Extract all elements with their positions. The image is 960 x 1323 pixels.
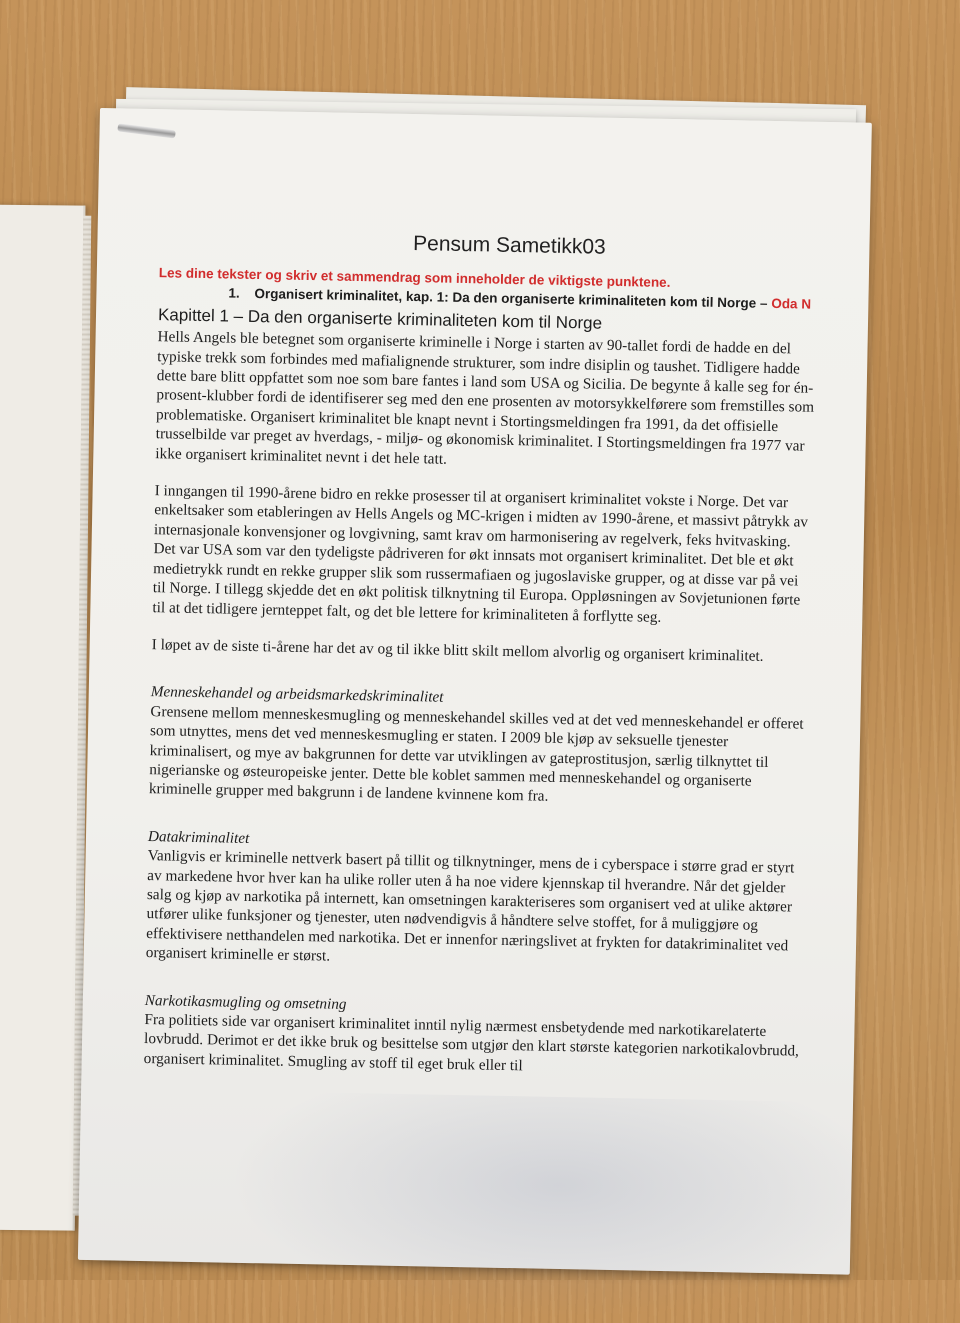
section-narkotika xyxy=(144,991,805,1081)
section-datakriminalitet xyxy=(146,827,808,975)
chapter-heading: Kapittel 1 – Da den organiserte kriminaliteten kom til Norge xyxy=(157,305,603,333)
section-menneskehandel xyxy=(149,682,811,811)
assignment-text: Organisert kriminalitet, kap. 1: Da den organiserte kriminaliteten kom til Norge – xyxy=(254,286,772,311)
left-paper-stack xyxy=(0,204,85,1230)
staple xyxy=(117,123,176,138)
section-text: Fra politiets side var organisert kriminalitet inntil nylig nærmest ensbetydende med narkotikarelaterte lovbrudd. Derimot er det ikke bruk og besittelse som utgjør den klart største kategorien narkotikalovbrudd, organisert kriminalitet. Smugling av stoff til eget bruk eller til xyxy=(143,1011,800,1075)
document-title: Pensum Sametikk03 xyxy=(412,232,606,259)
instruction-text: Les dine tekster og skriv et sammendrag som inneholder de viktigste punktene. xyxy=(158,265,671,290)
section-heading: Menneskehandel og arbeidsmarkedskriminalitet xyxy=(150,683,444,707)
assignment-number: 1. xyxy=(228,285,240,301)
page-content xyxy=(143,227,819,1099)
paragraph: I inngangen til 1990-årene bidro en rekke prosesser til at organisert kriminalitet vokste i Norge. Det var enkeltsaker som etableringen av Hells Angels og MC-krigen i midten av 1990-årene, et massivt påtrykk av internasjonale konvensjoner og lovgivning, samt krav om harmonisering av regelverk, feks hvitvasking. Det var USA som var den tydeligste pådriveren for økt innsats mot organisert kriminalitet. Det ble et økt medietrykk rundt en rekke grupper slik som russermafiaen og jugoslaviske grupper, og at disse var på vei til Norge. I tillegg skjedde det en økt politisk tilknytning til Europa. Oppløsningen av Sovjetunionen førte til at det tidligere jernteppet falt, og det ble lettere for kriminaliteten å forflytte seg. xyxy=(152,482,809,626)
paragraph: I løpet av de siste ti-årene har det av og til ikke blitt skilt mellom alvorlig og organisert kriminalitet. xyxy=(151,635,764,665)
shadow-overlay xyxy=(227,1091,891,1323)
section-text: Vanligvis er kriminelle nettverk basert på tillit og tilknytninger, mens de i cyberspace i større grad er styrt av markedene hvor hver kan ha ulike roller uten å ha noe videre kjennskap til hverandre. Når det gjelder salg og kjøp av narkotika på internett, kan omsetningen karakteriseres som organisert ved at ulike aktører utfører ulike funksjoner og tjenester, uten nødvendigvis å håndtere selve stoffet, for å muliggjøre og effektivisere netthandelen med narkotika. Det er innenfor næringslivet at frykten for datakriminalitet ved organisert kriminelle er størst. xyxy=(145,847,795,965)
section-heading: Narkotikasmugling og omsetning xyxy=(144,991,347,1013)
section-text: Grensene mellom menneskesmugling og menneskehandel skilles ved at det ved menneskehandel er offeret som utnyttes, mens det ved menneskesmugling er staten. I 2009 ble kjøp av seksuelle tjenester kriminalisert, og mye av bakgrunnen for dette var utviklingen av gateprostitusjon, særlig tilknyttet til nigerianske og østeuropeiske jenter. Dette ble koblet sammen med menneskehandel og organiserte kriminelle grupper med bakgrunn i de landene kvinnene kom fra. xyxy=(148,702,804,806)
document-page xyxy=(78,108,872,1275)
section-heading: Datakriminalitet xyxy=(147,827,250,847)
paragraph: Hells Angels ble betegnet som organiserte kriminelle i Norge i starten av 90-tallet fordi de hadde en del typiske trekk som forbindes med mafialignende strukturer, som indre disiplin og taushet. Tidligere hadde dette bare blitt oppfattet som noe som bare fantes i land som USA og Sicilia. De begynte å kalle seg for én-prosent-klubber fordi de identifiserer seg med den ene prosenten av motorsykkelførere som fremstilles som problematiske. Organisert kriminalitet ble knapt nevnt i Stortingsmeldingen fra 1991, da det offisielle trusselbilde var preget av hverdags, - miljø- og økonomisk kriminalitet. I Stortingsmeldingen fra 1977 var ikke organisert kriminalitet nevnt i det hele tatt. xyxy=(155,328,815,468)
assignment-author: Oda N xyxy=(771,295,812,312)
